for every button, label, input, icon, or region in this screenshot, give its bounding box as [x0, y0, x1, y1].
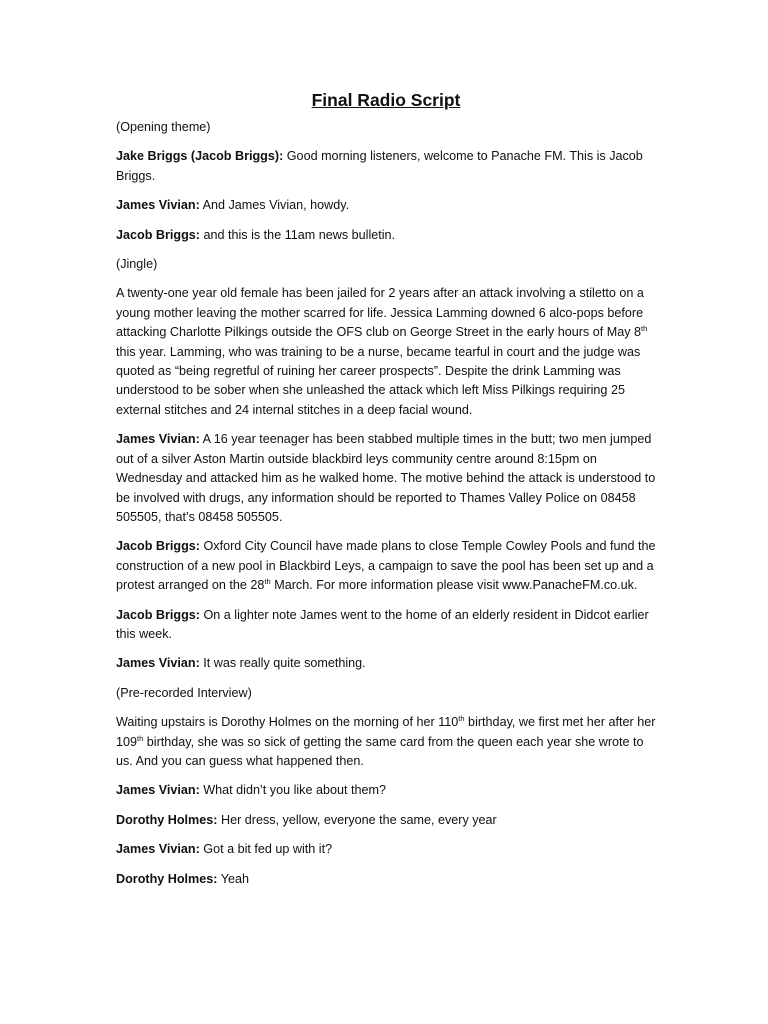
cue-text: (Jingle): [116, 257, 158, 272]
ordinal-suffix: th: [641, 324, 648, 334]
script-line: [116, 606, 656, 645]
speaker-name: James Vivian:: [116, 783, 200, 798]
script-line: [116, 811, 656, 830]
script-line: [116, 870, 656, 889]
script-line: [116, 840, 656, 859]
speaker-name: James Vivian:: [116, 432, 200, 447]
speaker-name: James Vivian:: [116, 656, 200, 671]
line-text: March. For more information please visit www.PanacheFM.co.uk.: [270, 578, 638, 593]
script-line: [116, 226, 656, 245]
story-text: this year. Lamming, who was training to be a nurse, became tearful in court and the judge was quoted as “being regretful of ruining her career prospects”. Despite the drink Lamming was understood to be sober when she unleashed the attack which left Miss Pilkings requiring 25 external stitches and 24 internal stitches in a deep facial wound.: [116, 344, 641, 417]
script-line: [116, 430, 656, 527]
document-title: Final Radio Script: [311, 90, 461, 110]
script-line: [116, 196, 656, 215]
speaker-name: Dorothy Holmes:: [116, 812, 218, 827]
line-text: Got a bit fed up with it?: [199, 842, 333, 857]
intro-text: birthday, we first met her after her 109: [116, 715, 656, 749]
speaker-name: Jacob Briggs:: [116, 539, 200, 554]
intro-text: Waiting upstairs is Dorothy Holmes on the morning of her 110: [116, 715, 459, 730]
speaker-name: Dorothy Holmes:: [116, 871, 218, 886]
line-text: Yeah: [217, 871, 249, 886]
line-text: What didn’t you like about them?: [199, 783, 386, 798]
speaker-name: James Vivian:: [116, 198, 200, 213]
ordinal-suffix: th: [458, 713, 465, 723]
cue-text: (Pre-recorded Interview): [116, 685, 252, 700]
story-text: A twenty-one year old female has been jailed for 2 years after an attack involving a stiletto on a young mother leaving the mother scarred for life. Jessica Lamming downed 6 alco-pops before attacking Charlotte Pilkings outside the OFS club on George Street in the early hours of May 8: [116, 286, 644, 340]
intro-text: birthday, she was so sick of getting the same card from the queen each year she wrote to us. And you can guess what happened then.: [116, 734, 644, 768]
script-line: [116, 537, 656, 595]
ordinal-suffix: th: [264, 576, 271, 586]
speaker-name: Jacob Briggs:: [116, 227, 200, 242]
script-line: [116, 147, 656, 186]
line-text: A 16 year teenager has been stabbed multiple times in the butt; two men jumped out of a silver Aston Martin outside blackbird leys community centre around 8:15pm on Wednesday and attacked him as he walked home. The motive behind the attack is understood to be involved with drugs, any information should be reported to Thames Valley Police on 08458 505505, that’s 08458 505505.: [116, 432, 656, 524]
speaker-name: James Vivian:: [116, 842, 200, 857]
stage-cue-opening-theme: [116, 118, 656, 137]
ordinal-suffix: th: [137, 733, 144, 743]
line-text: Good morning listeners, welcome to Panache FM. This is Jacob Briggs.: [116, 149, 643, 183]
interview-intro-paragraph: [116, 713, 656, 771]
speaker-name: Jake Briggs (Jacob Briggs):: [116, 149, 284, 164]
document-page: [116, 88, 656, 899]
cue-text: (Opening theme): [116, 120, 211, 134]
line-text: It was really quite something.: [199, 656, 366, 671]
line-text: On a lighter note James went to the home of an elderly resident in Didcot earlier this week.: [116, 607, 649, 641]
speaker-name: Jacob Briggs:: [116, 607, 200, 622]
line-text: and this is the 11am news bulletin.: [199, 227, 396, 242]
line-text: And James Vivian, howdy.: [199, 198, 350, 213]
script-line: [116, 654, 656, 673]
stage-cue-jingle: [116, 255, 656, 274]
script-line: [116, 781, 656, 800]
line-text: Her dress, yellow, everyone the same, every year: [217, 812, 497, 827]
stage-cue-interview: [116, 684, 656, 703]
line-text: Oxford City Council have made plans to close Temple Cowley Pools and fund the construction of a new pool in Blackbird Leys, a campaign to save the pool has been set up and a protest arranged on the 28: [116, 539, 656, 593]
news-story-paragraph: [116, 284, 656, 420]
